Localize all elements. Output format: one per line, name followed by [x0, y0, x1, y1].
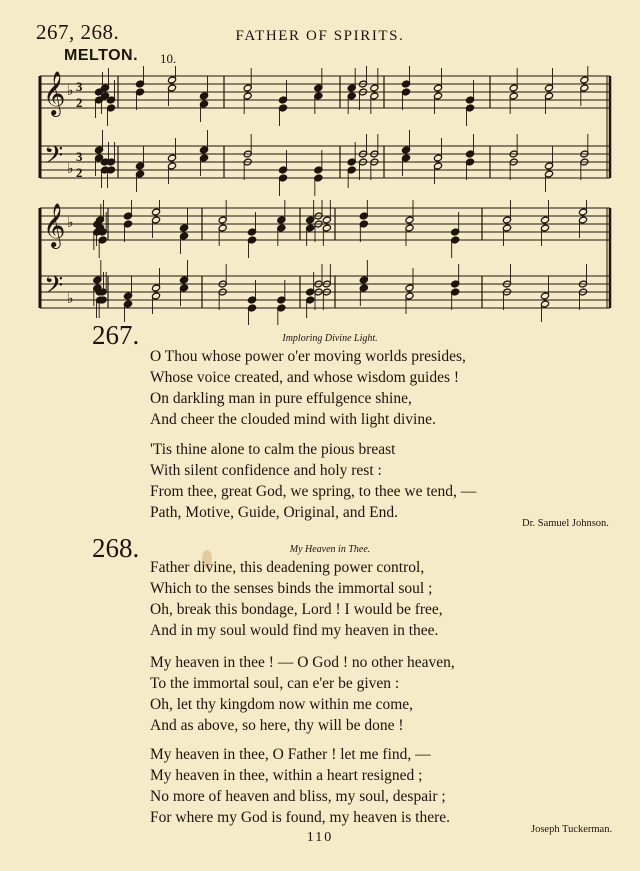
tune-name: MELTON.: [64, 47, 139, 64]
time-signature: 2: [76, 95, 83, 110]
verse-line: 'Tis thine alone to calm the pious breast: [150, 441, 396, 458]
verse-line: For where my God is found, my heaven is there.: [150, 809, 451, 826]
hymn-number-268: 268.: [92, 533, 140, 563]
verse-line: Oh, break this bondage, Lord ! I would be free,: [150, 601, 443, 618]
stanza: [150, 652, 455, 736]
stanza: [150, 439, 476, 523]
music-system-1: [0, 66, 640, 196]
treble-clef: 𝄞: [43, 71, 66, 115]
running-title: FATHER OF SPIRITS.: [235, 28, 405, 44]
bass-clef: 𝄢: [44, 271, 64, 306]
verse-line: From thee, great God, we spring, to thee we tend, —: [150, 483, 477, 500]
verse-line: O Thou whose power o'er moving worlds presides,: [150, 348, 466, 365]
verse-line: Path, Motive, Guide, Original, and End.: [150, 504, 398, 521]
time-signature: 2: [76, 165, 83, 180]
hymn-number-267: 267.: [92, 320, 140, 350]
bass-staff: [40, 146, 610, 178]
hymn-numbers: 267, 268.: [36, 20, 120, 44]
flat-sign: ♭: [67, 84, 74, 99]
verse-line: Oh, let thy kingdom now within me come,: [150, 696, 414, 713]
author-credit: Joseph Tuckerman.: [531, 824, 613, 835]
verse-line: Which to the senses binds the immortal soul ;: [150, 580, 433, 597]
page-number: 110: [306, 830, 334, 845]
verse-line: And as above, so here, thy will be done !: [150, 717, 404, 734]
verse-line: No more of heaven and bliss, my soul, despair ;: [150, 788, 446, 805]
bass-clef: 𝄢: [44, 141, 64, 176]
flat-sign: ♭: [67, 162, 74, 177]
verse-line: With silent confidence and holy rest :: [150, 462, 382, 479]
tune-meter: 10.: [160, 51, 177, 66]
verse-line: My heaven in thee ! — O God ! no other heaven,: [150, 654, 455, 671]
verse-line: Father divine, this deadening power control,: [150, 559, 425, 576]
time-signature: 3: [76, 79, 83, 94]
time-signature: 3: [76, 149, 83, 164]
flat-sign: ♭: [67, 216, 74, 231]
music-system-2: [0, 200, 640, 325]
treble-clef: 𝄞: [43, 203, 66, 247]
verse-line: To the immortal soul, can e'er be given :: [150, 675, 400, 692]
verse-line: My heaven in thee, O Father ! let me find, —: [150, 746, 431, 763]
author-credit: Dr. Samuel Johnson.: [522, 518, 609, 529]
stanza: [150, 346, 466, 430]
stanza: [150, 744, 450, 828]
flat-sign: ♭: [67, 292, 74, 307]
verse-line: Whose voice created, and whose wisdom guides !: [150, 369, 460, 386]
treble-staff: [40, 76, 610, 108]
verse-line: On darkling man in pure effulgence shine,: [150, 390, 412, 407]
verse-line: And cheer the clouded mind with light divine.: [150, 411, 436, 428]
verse-line: And in my soul would find my heaven in thee.: [150, 622, 439, 639]
verse-line: My heaven in thee, within a heart resigned ;: [150, 767, 423, 784]
stanza: [150, 557, 443, 641]
hymn-subtitle: My Heaven in Thee.: [289, 544, 371, 555]
hymn-subtitle: Imploring Divine Light.: [282, 333, 378, 344]
